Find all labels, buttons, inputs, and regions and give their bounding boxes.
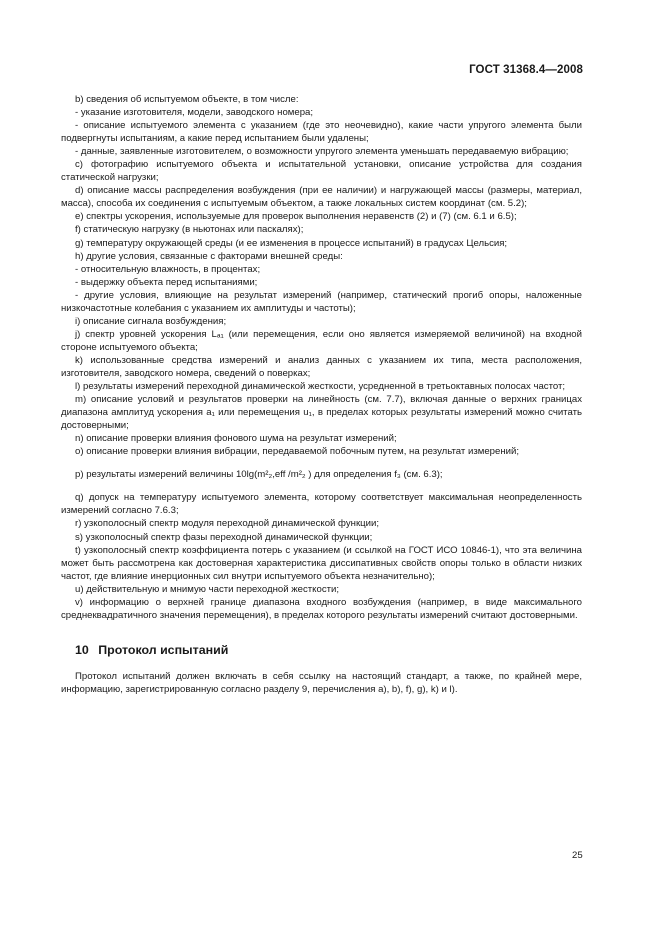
- section-heading: [75, 642, 582, 658]
- list-item: q) допуск на температуру испытуемого элемента, которому соответствует максимальная неопределенность измерений согласно 7.6.3;: [61, 492, 582, 517]
- section-title: Протокол испытаний: [98, 642, 229, 657]
- list-item: b) сведения об испытуемом объекте, в том числе:: [75, 94, 299, 105]
- list-item: f) статическую нагрузку (в ньютонах или паскалях);: [75, 224, 304, 236]
- list-item: t) узкополосный спектр коэффициента потерь с указанием (и ссылкой на ГОСТ ИСО 10846-1), что эта величина может быть рассмотрена как достоверная характеристика диссипативных свойств опоры только в области низких частот, где влияние инерционных сил внутри испытуемого объекта незначительно);: [61, 544, 582, 582]
- list-item: r) узкополосный спектр модуля переходной динамической функции;: [75, 518, 380, 530]
- list-item: - описание испытуемого элемента с указанием (где это неочевидно), какие части упругого элемента были подвергнуты испытаниям, а какие перед испытанием были удалены;: [61, 120, 582, 145]
- list-item: - данные, заявленные изготовителем, о возможности упругого элемента уменьшать передаваемую вибрацию;: [75, 146, 569, 158]
- list-item: - выдержку объекта перед испытаниями;: [75, 276, 258, 288]
- list-item: g) температуру окружающей среды (и ее изменения в процессе испытаний) в градусах Цельсия;: [75, 237, 508, 249]
- section-number: 10: [75, 642, 89, 657]
- requirements-list: [61, 93, 582, 622]
- list-item: i) описание сигнала возбуждения;: [75, 315, 227, 327]
- list-item: p) результаты измерений величины 10lg(m²₂,eff /m²₂ ) для определения f₃ (см. 6.3);: [75, 469, 443, 481]
- paragraph-gap: [61, 481, 582, 491]
- list-item: k) использованные средства измерений и анализ данных с указанием их типа, места расположения, изготовителя, заводского номера, сведений о поверках;: [61, 354, 582, 379]
- page-number: 25: [572, 850, 583, 861]
- list-item: o) описание проверки влияния вибрации, передаваемой побочным путем, на результат измерений;: [75, 446, 520, 458]
- standard-header: ГОСТ 31368.4—2008: [469, 64, 583, 76]
- list-item: e) спектры ускорения, используемые для проверок выполнения неравенств (2) и (7) (см. 6.1 и 6.5);: [75, 211, 517, 223]
- list-item: c) фотографию испытуемого объекта и испытательной установки, описание устройства для создания статической нагрузки;: [61, 159, 582, 184]
- list-item: n) описание проверки влияния фонового шума на результат измерений;: [75, 433, 397, 445]
- section-paragraph: Протокол испытаний должен включать в себя ссылку на настоящий стандарт, а также, по крайней мере, информацию, зарегистрированную согласно разделу 9, перечисления a), b), f), g), k) и l).: [61, 670, 582, 695]
- paragraph-gap: [61, 458, 582, 468]
- list-item: u) действительную и мнимую части переходной жесткости;: [75, 583, 340, 595]
- document-body: [61, 93, 582, 696]
- list-item: j) спектр уровней ускорения Lₐ₁ (или перемещения, если оно является измеряемой величиной) на входной стороне испытуемого объекта;: [61, 328, 582, 353]
- list-item: m) описание условий и результатов проверки на линейность (см. 7.7), включая данные о верхних границах диапазона амплитуд ускорения a₁ или перемещения u₁, в пределах которых результаты измерений можно считать достоверными;: [61, 394, 582, 432]
- list-item: - указание изготовителя, модели, заводского номера;: [75, 107, 314, 119]
- list-item: l) результаты измерений переходной динамической жесткости, усредненной в третьоктавных полосах частот;: [75, 381, 566, 393]
- list-item: v) информацию о верхней границе диапазона входного возбуждения (например, в виде максимального среднеквадратичного значения перемещения), в пределах которого результаты измерений считают достоверными.: [61, 596, 582, 621]
- list-item: s) узкополосный спектр фазы переходной динамической функции;: [75, 531, 373, 543]
- list-item: - другие условия, влияющие на результат измерений (например, статический прогиб опоры, наложенные низкочастотные колебания с указанием их амплитуды и частоты);: [61, 289, 582, 314]
- list-item: d) описание массы распределения возбуждения (при ее наличии) и нагружающей массы (размеры, материал, масса), способа их соединения с испытуемым объектом, а также локальных систем координат (см. 5.2);: [61, 185, 582, 210]
- list-item: h) другие условия, связанные с факторами внешней среды:: [75, 250, 343, 262]
- list-item: - относительную влажность, в процентах;: [75, 263, 261, 275]
